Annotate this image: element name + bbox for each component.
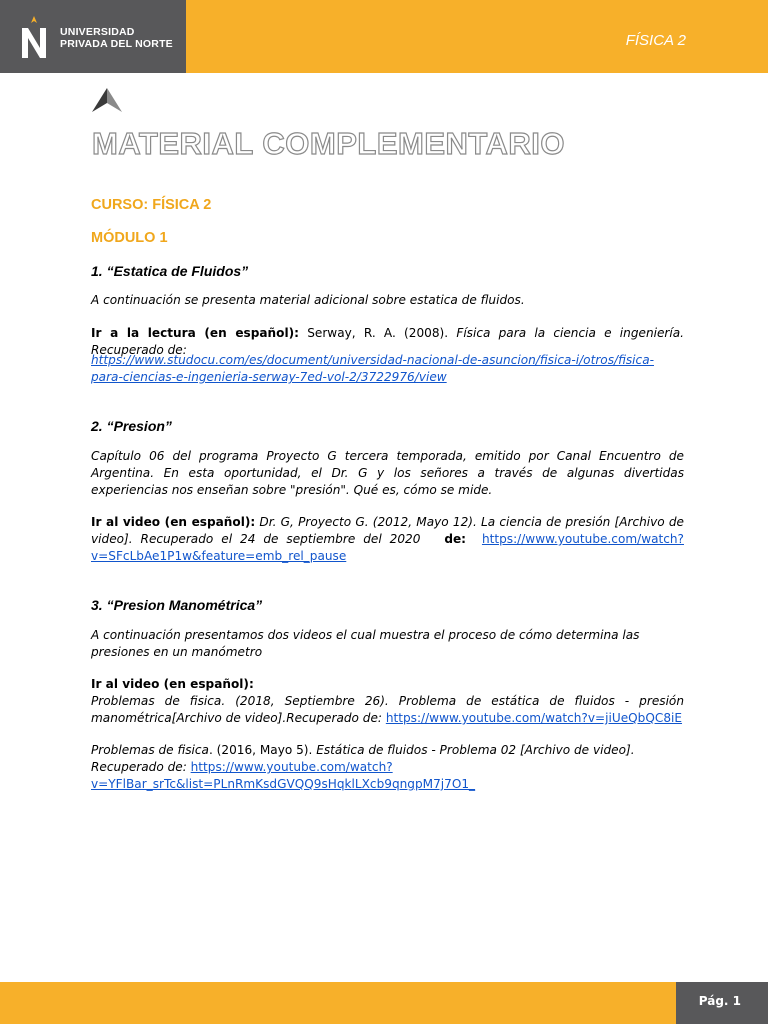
reference-author: Serway, R. A. (2008).	[298, 326, 457, 340]
reference-title: Física para la ciencia e ingeniería. Recuperado de:	[91, 326, 684, 357]
reference-label: Ir al video (en español):	[91, 515, 256, 529]
section-3-heading: 3. “Presion Manométrica”	[91, 597, 263, 613]
page-footer	[0, 982, 768, 1024]
section-3-intro: A continuación presentamos dos videos el cual muestra el proceso de cómo determina las presiones en un manómetro	[91, 628, 640, 659]
reference-de: de:	[444, 532, 467, 546]
youtube-manometrica-link[interactable]: https://www.youtube.com/watch?v=jiUeQbQC8iE	[385, 711, 683, 725]
reference-text: Dr. G, Proyecto G. (2012, Mayo 12). La ciencia de presión [Archivo de video]. Recuperado el 24 de septiembre del 2020	[91, 515, 684, 546]
youtube-problema-02-link[interactable]: https://www.youtube.com/watch?v=YFlBar_srTc&list=PLnRmKsdGVQQ9sHqklLXcb9qngpM7j7O1_	[91, 760, 476, 791]
reference-1-text: Problemas de fisica. (2018, Septiembre 26). Problema de estática de fluidos - presión manométrica[Archivo de video].Recuperado de:	[91, 694, 684, 725]
section-2-reference	[91, 514, 684, 565]
module-heading: MÓDULO 1	[91, 230, 168, 246]
section-3-reference-1	[91, 693, 684, 727]
section-3-reference-2	[91, 742, 684, 793]
youtube-presion-link[interactable]: https://www.youtube.com/watch?v=SFcLbAe1P1w&feature=emb_rel_pause	[91, 532, 684, 563]
reference-2-date: . (2016, Mayo 5).	[208, 743, 317, 757]
section-1-heading: 1. “Estatica de Fluidos”	[91, 263, 249, 279]
section-2-intro: Capítulo 06 del programa Proyecto G tercera temporada, emitido por Canal Encuentro de Argentina. En esta oportunidad, el Dr. G y los señores a través de algunas divertidas experiencias nos enseñan sobre "presión". Qué es, cómo se mide.	[91, 449, 684, 497]
logo-line-2: PRIVADA DEL NORTE	[60, 38, 173, 50]
university-logo	[0, 0, 186, 73]
section-1-intro: A continuación se presenta material adicional sobre estatica de fluidos.	[91, 293, 525, 307]
page-number: Pág. 1	[698, 994, 741, 1008]
page-header	[0, 0, 768, 73]
reference-2-title: Estática de fluidos - Problema 02 [Archivo de video]. Recuperado de:	[91, 743, 635, 774]
logo-line-1: UNIVERSIDAD	[60, 26, 135, 38]
course-tag: FÍSICA 2	[625, 32, 686, 49]
reference-label: Ir a la lectura (en español):	[91, 326, 299, 340]
logo-n-icon	[18, 14, 50, 60]
reference-2-source: Problemas de fisica	[91, 743, 209, 757]
section-3-reference-label: Ir al video (en español):	[91, 677, 254, 691]
arrow-logo-icon	[90, 86, 126, 114]
course-heading: CURSO: FÍSICA 2	[91, 197, 212, 213]
section-2-heading: 2. “Presion”	[91, 418, 172, 434]
section-1-link-block	[91, 352, 684, 386]
page-title: MATERIAL COMPLEMENTARIO	[92, 126, 566, 161]
studocu-link[interactable]: https://www.studocu.com/es/document/universidad-nacional-de-asuncion/fisica-i/otros/fisica-para-ciencias-e-ingenieria-serway-7ed-vol-2/3722976/view	[91, 353, 654, 384]
